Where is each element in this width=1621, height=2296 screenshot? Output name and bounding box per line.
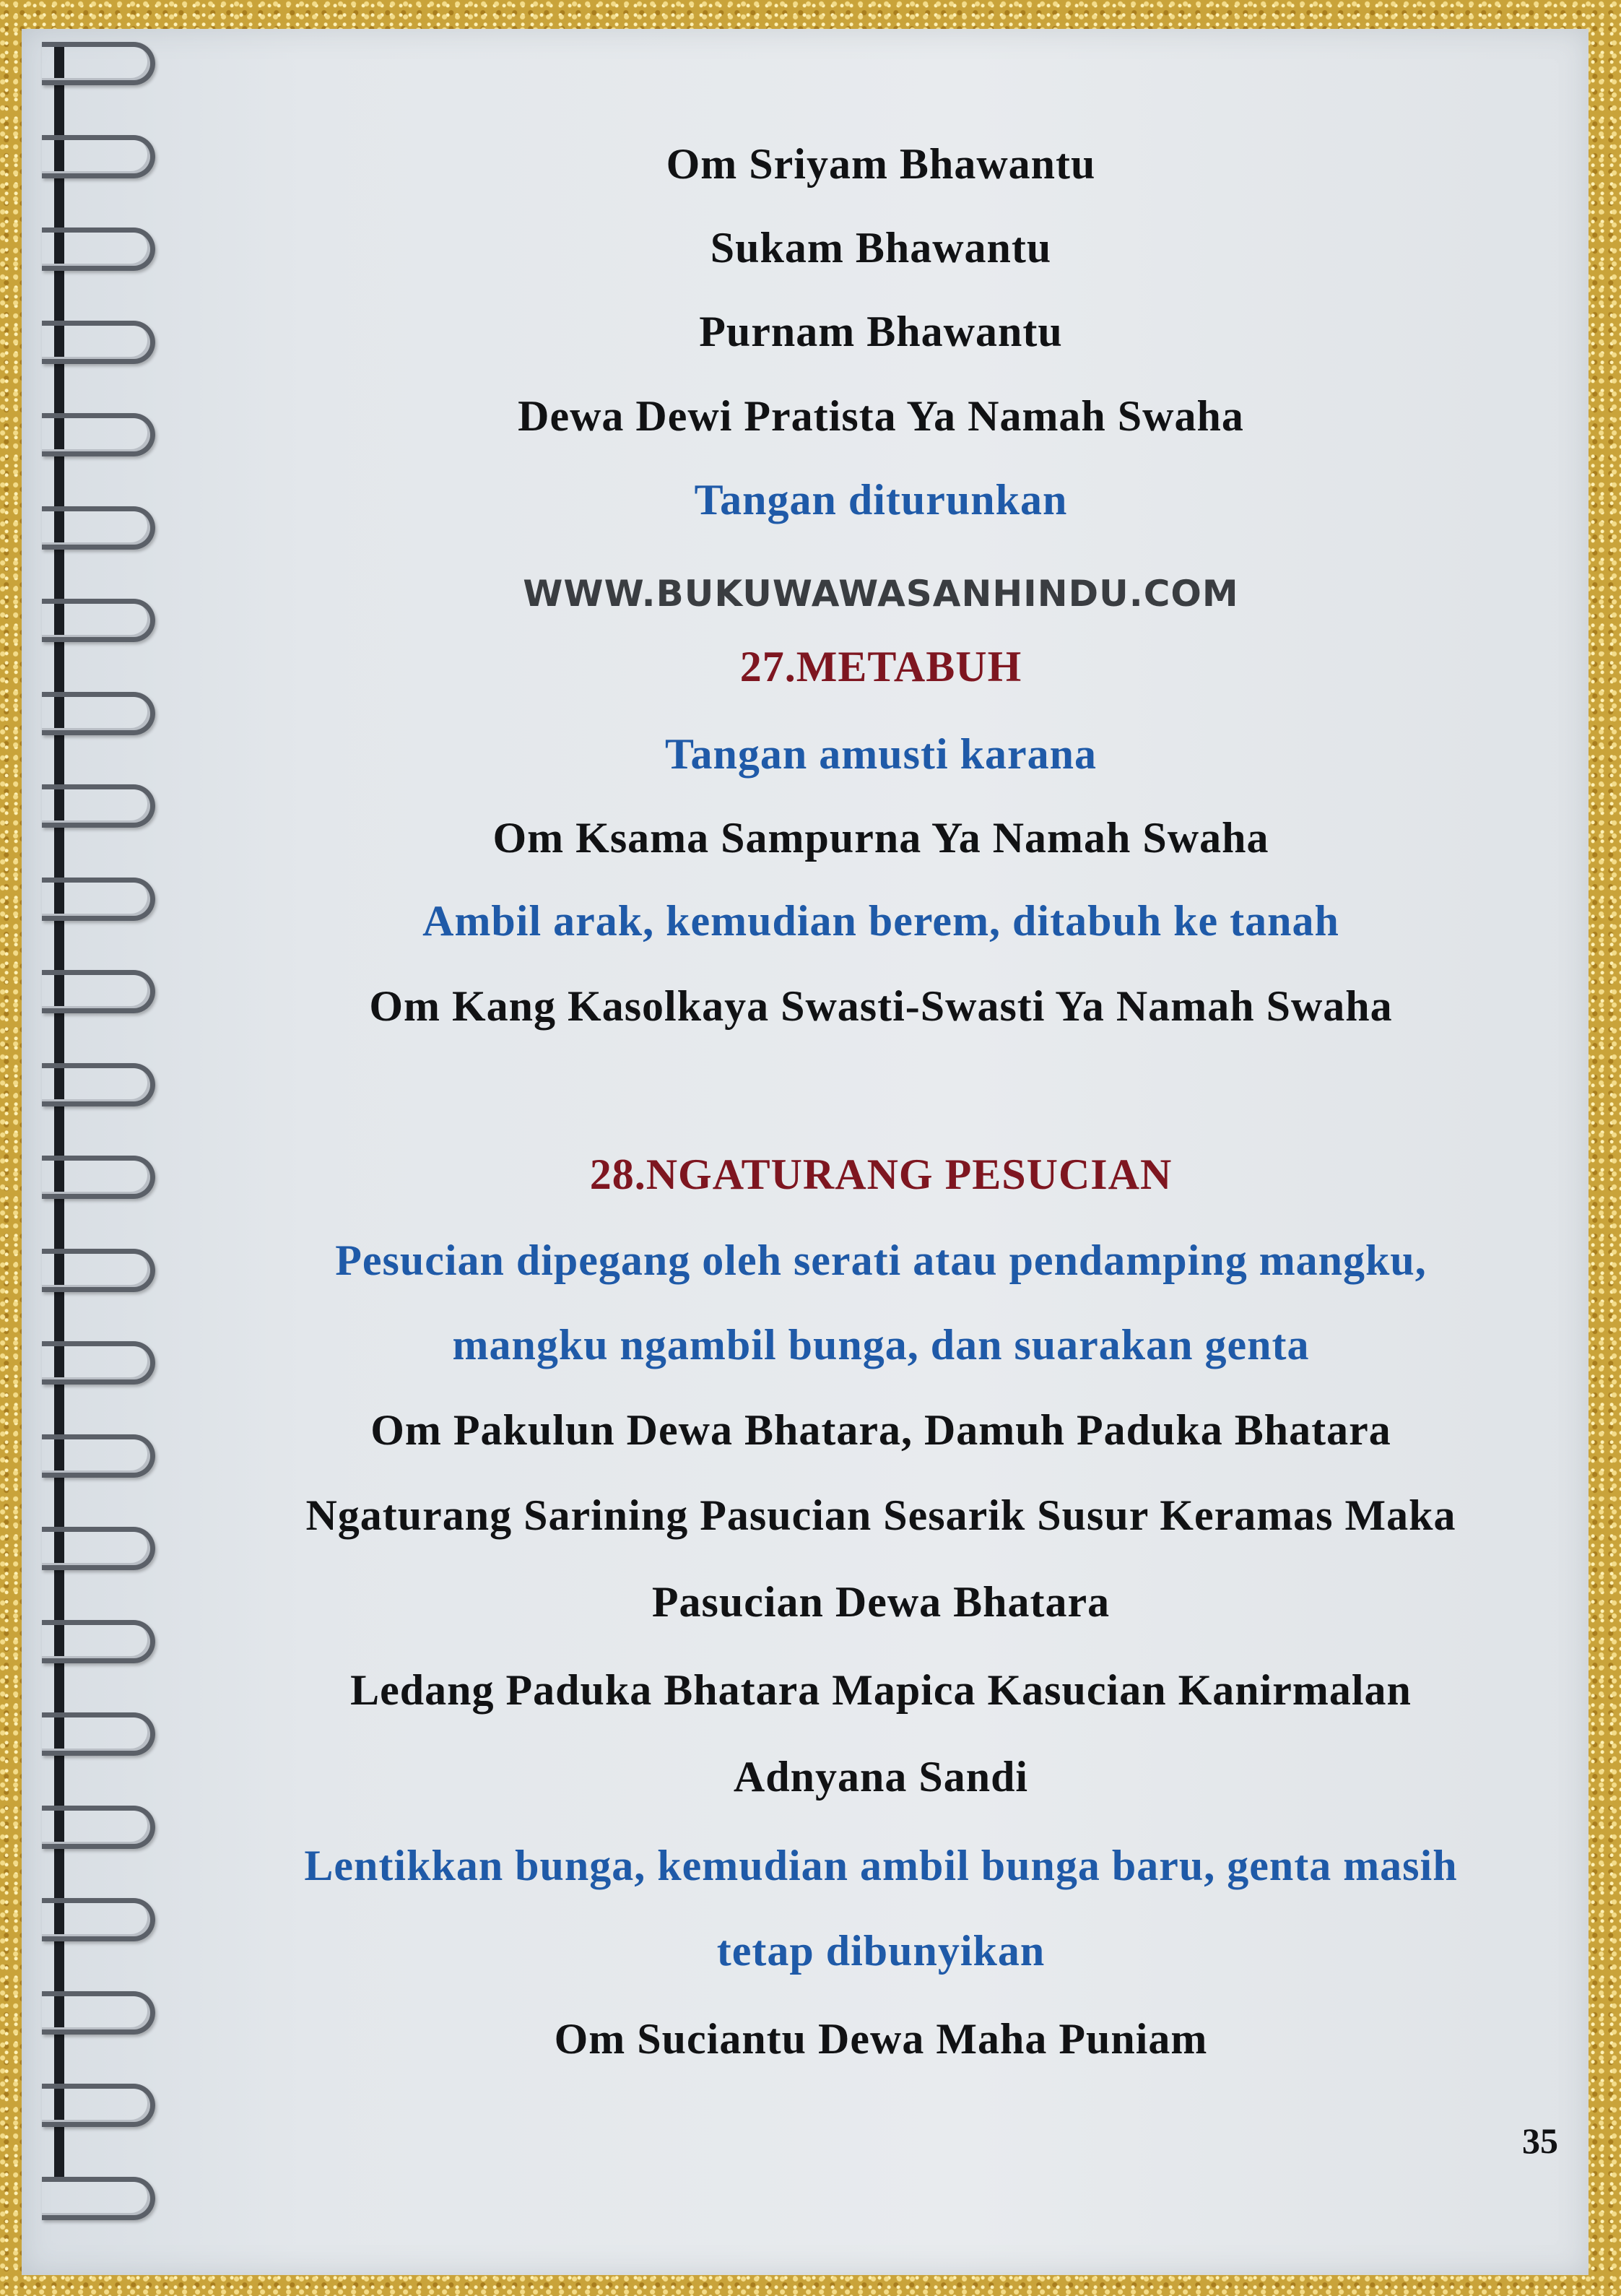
mantra-line: Ledang Paduka Bhatara Mapica Kasucian Kanirmalan: [350, 1666, 1412, 1714]
spiral-loop: [42, 1620, 155, 1663]
mantra-line: Ngaturang Sarining Pasucian Sesarik Susur Keramas Maka: [305, 1491, 1456, 1539]
spiral-loop: [42, 228, 155, 271]
mantra-line: Adnyana Sandi: [733, 1753, 1029, 1801]
mantra-line: Dewa Dewi Pratista Ya Namah Swaha: [518, 392, 1244, 440]
instruction-line: Ambil arak, kemudian berem, ditabuh ke tanah: [422, 897, 1339, 945]
spiral-loop: [42, 1806, 155, 1849]
spiral-loop: [42, 1991, 155, 2035]
spiral-loop: [42, 878, 155, 921]
spiral-loop: [42, 970, 155, 1013]
spiral-loop: [42, 1063, 155, 1106]
spiral-loop: [42, 692, 155, 735]
spiral-loop: [42, 506, 155, 550]
spiral-binding: [29, 0, 144, 2296]
spiral-loop: [42, 1341, 155, 1385]
spiral-loop: [42, 1249, 155, 1292]
spiral-loop: [42, 1898, 155, 1941]
instruction-line: Tangan amusti karana: [665, 730, 1097, 778]
spiral-loop: [42, 413, 155, 456]
spiral-loop: [42, 42, 155, 85]
instruction-line: Pesucian dipegang oleh serati atau pendamping mangku,: [335, 1236, 1427, 1284]
mantra-line: Purnam Bhawantu: [699, 308, 1063, 355]
spiral-loop: [42, 1712, 155, 1756]
mantra-line: Om Kang Kasolkaya Swasti-Swasti Ya Namah Swaha: [369, 982, 1393, 1030]
instruction-line: mangku ngambil bunga, dan suarakan genta: [452, 1321, 1310, 1369]
spiral-loop: [42, 1156, 155, 1199]
watermark-url: WWW.BUKUWAWASANHINDU.COM: [523, 573, 1239, 615]
mantra-line: Pasucian Dewa Bhatara: [651, 1578, 1111, 1626]
section-heading-27: 27.METABUH: [739, 643, 1022, 690]
mantra-line: Om Sriyam Bhawantu: [666, 140, 1096, 188]
spiral-loop: [42, 1434, 155, 1478]
instruction-line: Lentikkan bunga, kemudian ambil bunga baru, genta masih: [304, 1842, 1458, 1889]
spiral-loop: [42, 2084, 155, 2127]
spiral-loop: [42, 2177, 155, 2220]
instruction-line: tetap dibunyikan: [716, 1927, 1046, 1975]
instruction-line: Tangan diturunkan: [694, 476, 1068, 524]
mantra-line: Sukam Bhawantu: [710, 224, 1052, 272]
section-heading-28: 28.NGATURANG PESUCIAN: [589, 1151, 1173, 1198]
mantra-line: Om Suciantu Dewa Maha Puniam: [554, 2015, 1208, 2063]
spiral-loop: [42, 321, 155, 364]
spiral-loop: [42, 784, 155, 828]
spiral-loop: [42, 135, 155, 178]
spiral-loop: [42, 599, 155, 642]
page-number: 35: [1522, 2120, 1558, 2161]
mantra-line: Om Pakulun Dewa Bhatara, Damuh Paduka Bhatara: [370, 1406, 1391, 1454]
mantra-line: Om Ksama Sampurna Ya Namah Swaha: [492, 814, 1269, 862]
spiral-loop: [42, 1527, 155, 1570]
